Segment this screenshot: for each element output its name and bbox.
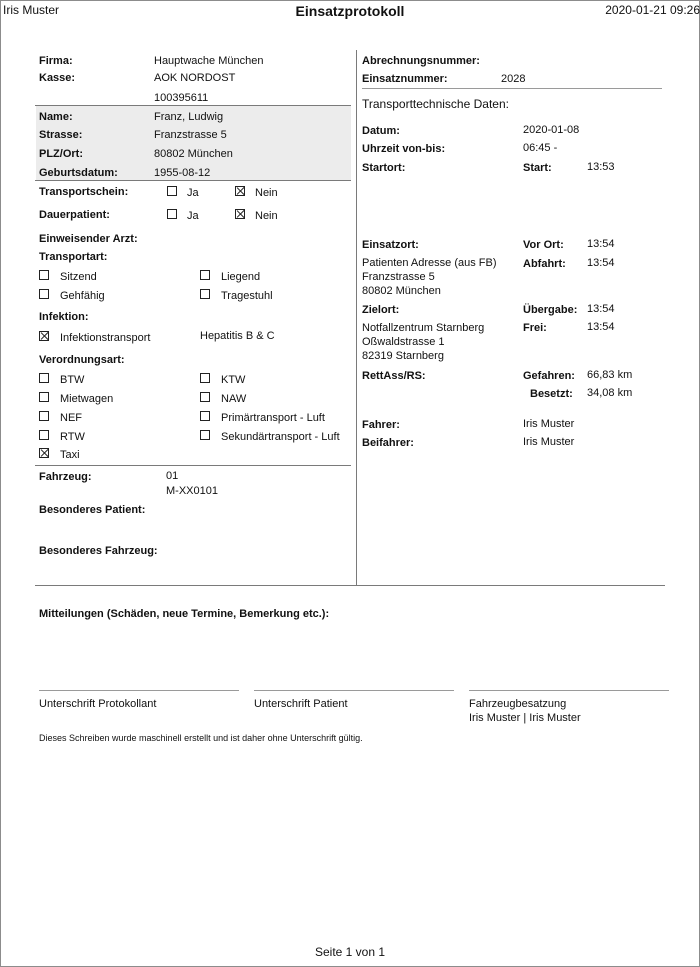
sitzend-checkbox[interactable] [39,270,49,280]
naw-label: NAW [221,393,247,405]
signature-line-protokollant [39,690,239,691]
zielort-line-1: Notfallzentrum Starnberg [362,322,485,334]
datum-value: 2020-01-08 [523,124,580,136]
verordnungsart-label: Verordnungsart: [39,354,125,366]
page-number: Seite 1 von 1 [314,945,386,959]
uhrzeit-value: 06:45 - [523,142,558,154]
column-divider [356,50,357,585]
primaertransport-luft-label: Primärtransport - Luft [221,412,325,424]
firma-value: Hauptwache München [154,55,264,67]
liegend-label: Liegend [221,271,261,283]
fahrzeugbesatzung-label: Fahrzeugbesatzung [469,698,567,710]
infektion-label: Infektion: [39,311,89,323]
transportschein-nein-label: Nein [255,187,278,199]
kasse-value: AOK NORDOST [154,72,236,84]
arzt-label: Einweisender Arzt: [39,233,138,245]
abrechnungsnummer-label: Abrechnungsnummer: [362,55,480,67]
einsatzort-line-2: Franzstrasse 5 [362,271,435,283]
infektionstransport-checkbox[interactable] [39,331,49,341]
startort-label: Startort: [362,162,406,174]
ktw-label: KTW [221,374,246,386]
frei-label: Frei: [523,322,547,334]
strasse-label: Strasse: [39,129,83,141]
taxi-checkbox[interactable] [39,448,49,458]
besetzt-value: 34,08 km [587,387,633,399]
dauerpatient-ja-checkbox[interactable] [167,209,177,219]
beifahrer-value: Iris Muster [523,436,575,448]
divider-line [35,465,351,466]
unterschrift-patient-label: Unterschrift Patient [254,698,348,710]
tragestuhl-checkbox[interactable] [200,289,210,299]
infektion-value: Hepatitis B & C [200,330,275,342]
vor-ort-value: 13:54 [587,238,615,250]
besonderes-patient-label: Besonderes Patient: [39,504,146,516]
page-title: Einsatzprotokoll [295,3,405,19]
tragestuhl-label: Tragestuhl [221,290,273,302]
taxi-label: Taxi [60,449,80,461]
einsatznummer-label: Einsatznummer: [362,73,448,85]
naw-checkbox[interactable] [200,392,210,402]
primaertransport-luft-checkbox[interactable] [200,411,210,421]
gefahren-value: 66,83 km [587,369,633,381]
datum-label: Datum: [362,125,400,137]
gehfaehig-label: Gehfähig [60,290,105,302]
sitzend-label: Sitzend [60,271,97,283]
sekundaertransport-luft-label: Sekundärtransport - Luft [221,431,340,443]
header-datetime: 2020-01-21 09:26 [605,3,700,17]
gefahren-label: Gefahren: [523,370,575,382]
start-value: 13:53 [587,161,615,173]
beifahrer-label: Beifahrer: [362,437,414,449]
dauerpatient-nein-checkbox[interactable] [235,209,245,219]
ktw-checkbox[interactable] [200,373,210,383]
name-label: Name: [39,111,73,123]
geburtsdatum-value: 1955-08-12 [154,167,211,179]
fahrer-label: Fahrer: [362,419,400,431]
einsatzort-line-1: Patienten Adresse (aus FB) [362,257,497,269]
nef-checkbox[interactable] [39,411,49,421]
plz-label: PLZ/Ort: [39,148,83,160]
dauerpatient-ja-label: Ja [187,210,199,222]
dauerpatient-label: Dauerpatient: [39,209,110,221]
divider-line [362,88,662,89]
start-label: Start: [523,162,552,174]
fahrzeug-label: Fahrzeug: [39,471,92,483]
liegend-checkbox[interactable] [200,270,210,280]
einsatzort-label: Einsatzort: [362,239,419,251]
besetzt-label: Besetzt: [530,388,573,400]
einsatzort-line-3: 80802 München [362,285,441,297]
unterschrift-protokollant-label: Unterschrift Protokollant [39,698,157,710]
gehfaehig-checkbox[interactable] [39,289,49,299]
kasse-number: 100395611 [154,92,209,104]
firma-label: Firma: [39,55,73,67]
rtw-checkbox[interactable] [39,430,49,440]
mitteilungen-label: Mitteilungen (Schäden, neue Termine, Bemerkung etc.): [39,608,330,620]
abfahrt-label: Abfahrt: [523,258,566,270]
fahrer-value: Iris Muster [523,418,575,430]
divider-line [35,180,351,181]
kasse-label: Kasse: [39,72,76,84]
header-user: Iris Muster [3,3,60,17]
plz-value: 80802 München [154,148,233,160]
besonderes-fahrzeug-label: Besonderes Fahrzeug: [39,545,158,557]
disclaimer-text: Dieses Schreiben wurde maschinell erstellt und ist daher ohne Unterschrift gültig. [39,733,363,743]
geburtsdatum-label: Geburtsdatum: [39,167,118,179]
uebergabe-value: 13:54 [587,303,615,315]
strasse-value: Franzstrasse 5 [154,129,227,141]
signature-line-patient [254,690,454,691]
frei-value: 13:54 [587,321,615,333]
btw-checkbox[interactable] [39,373,49,383]
fahrzeugbesatzung-names: Iris Muster | Iris Muster [469,712,581,724]
zielort-line-2: Oßwaldstrasse 1 [362,336,445,348]
transportschein-label: Transportschein: [39,186,129,198]
signature-line-besatzung [469,690,669,691]
fahrzeug-value-2: M-XX0101 [166,485,218,497]
zielort-line-3: 82319 Starnberg [362,350,444,362]
transporttechnische-daten-label: Transporttechnische Daten: [362,97,509,111]
name-value: Franz, Ludwig [154,111,224,123]
rettass-label: RettAss/RS: [362,370,426,382]
transportschein-ja-label: Ja [187,187,199,199]
nef-label: NEF [60,412,82,424]
mietwagen-label: Mietwagen [60,393,114,405]
transportschein-nein-checkbox[interactable] [235,186,245,196]
vor-ort-label: Vor Ort: [523,239,564,251]
section-divider [35,585,665,586]
transportart-label: Transportart: [39,251,108,263]
zielort-label: Zielort: [362,304,400,316]
infektionstransport-label: Infektionstransport [60,332,151,344]
mietwagen-checkbox[interactable] [39,392,49,402]
einsatznummer-value: 2028 [501,73,526,85]
rtw-label: RTW [60,431,85,443]
dauerpatient-nein-label: Nein [255,210,278,222]
uhrzeit-label: Uhrzeit von-bis: [362,143,446,155]
transportschein-ja-checkbox[interactable] [167,186,177,196]
sekundaertransport-luft-checkbox[interactable] [200,430,210,440]
uebergabe-label: Übergabe: [523,304,578,316]
fahrzeug-value-1: 01 [166,470,179,482]
abfahrt-value: 13:54 [587,257,615,269]
btw-label: BTW [60,374,85,386]
